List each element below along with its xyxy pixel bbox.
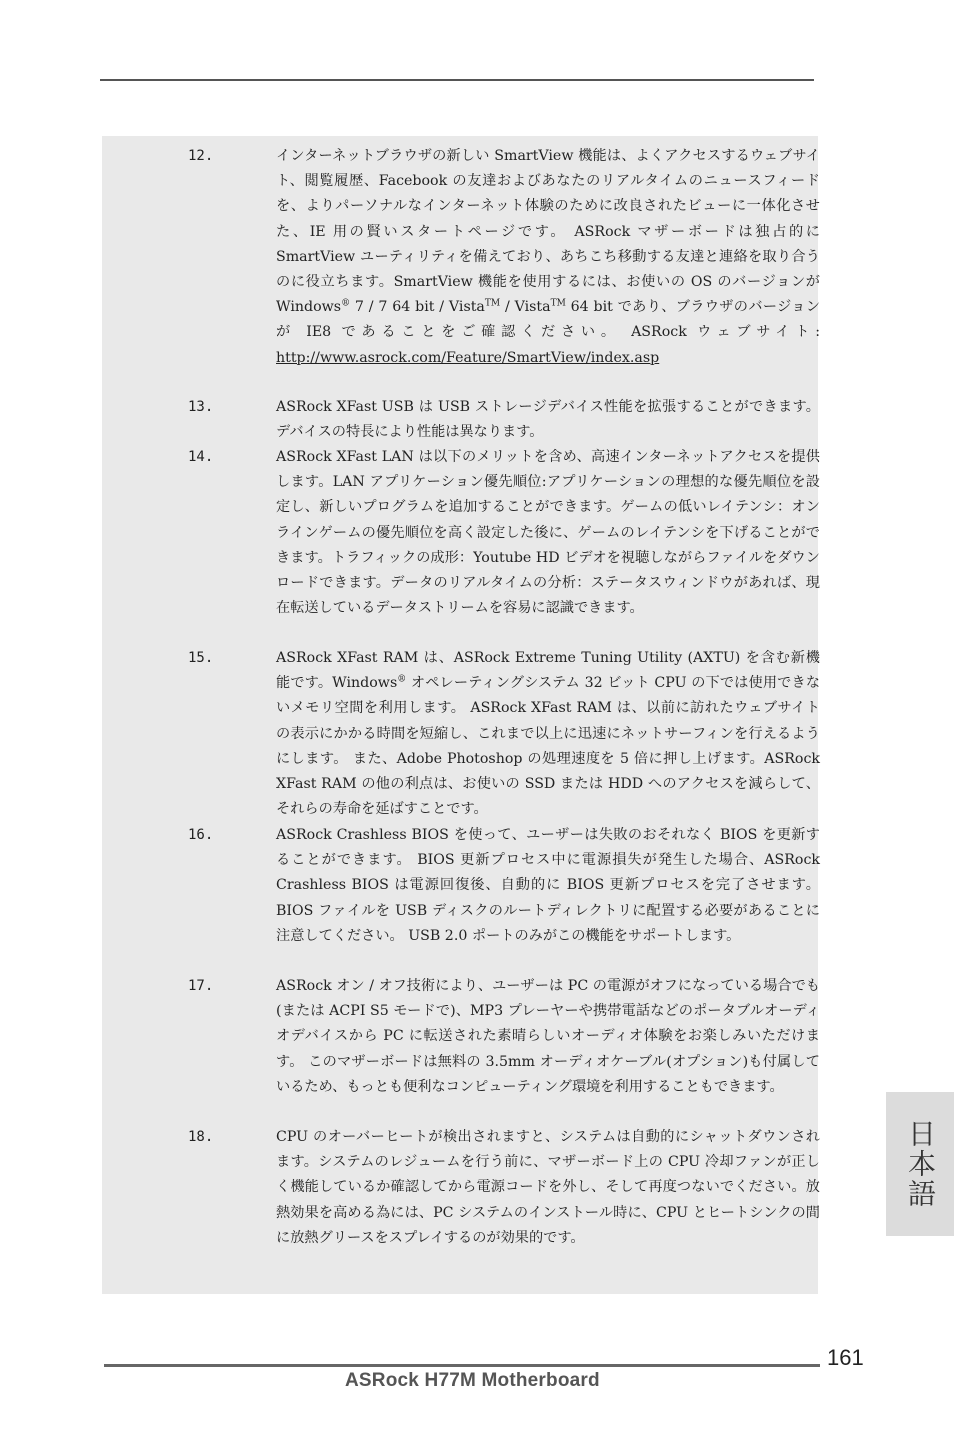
footer-title: ASRock H77M Motherboard (345, 1370, 600, 1391)
item-number: 17. (188, 978, 214, 994)
item-text: CPU のオーバーヒートが検出されますと、システムは自動的にシャットダウンされます。システムのレジュームを行う前に、マザーボード上の CPU 冷却ファンが正しく機能しているか確認してから電源コードを外し、そして再度つないでください。放熱効果を高める為には、PC システムのインストール時に、CPU とヒートシンクの間に放熱グリースをスプレイするのが効果的です。 (276, 1129, 820, 1246)
smartview-url-link[interactable]: http://www.asrock.com/Feature/SmartView/index.asp (276, 349, 660, 366)
item-text: ASRock オン / オフ技術により、ユーザーは PC の電源がオフになっている場合でも(または ACPI S5 モードで)、MP3 プレーヤーや携帯電話などのポータブルオーディオデバイスから PC に転送された素晴らしいオーディオ体験をお楽しみいただけます。 このマザーボードは無料の 3.5mm オーディオケーブル(オプション)も付属しているため、もっとも便利なコンピューティング環境を利用することもできます。 (276, 978, 820, 1095)
item-number: 12. (188, 148, 214, 164)
item-text: ASRock XFast LAN は以下のメリットを含め、高速インターネットアクセスを提供します。LAN アプリケーション優先順位:アプリケーションの理想的な優先順位を設定し、新しいプログラムを追加することができます。ゲームの低いレイテンシ：オンラインゲームの優先順位を高く設定した後に、ゲームのレイテンシを下げることができます。トラフィックの成形：Youtube HD ビデオを視聴しながらファイルをダウンロードできます。データのリアルタイムの分析：ステータスウィンドウがあれば、現在転送しているデータストリームを容易に認識できます。 (276, 449, 820, 617)
item-number: 14. (188, 449, 214, 465)
item-text: インターネットブラウザの新しい SmartView 機能は、よくアクセスするウェブサイト、閲覧履歴、Facebook の友達およびあなたのリアルタイムのニュースフィードを、よりパーソナルなインターネット体験のために改良されたビューに一体化させた、IE 用の賢いスタートページです。 ASRock マザーボードは独占的に SmartView ユーティリティを備えており、あちこち移動する友達と連絡を取り合うのに役立ちます。SmartView 機能を使用するには、お使いの OS のバージョンが Windows® 7 / 7 64 bit / Vista™ / Vista™ 64 bit であり、ブラウザのバージョンが IE8 であることをご確認ください。 ASRock ウェブサイト: http://www.asrock.com/Feature/SmartView/index.asp (276, 148, 821, 366)
language-label: 日本語 (904, 1119, 937, 1209)
language-tab (886, 1092, 954, 1236)
item-number: 18. (188, 1129, 214, 1145)
bottom-rule (104, 1364, 820, 1367)
item-number: 15. (188, 650, 214, 666)
item-number: 13. (188, 399, 214, 415)
item-text: ASRock Crashless BIOS を使って、ユーザーは失敗のおそれなく BIOS を更新することができます。 BIOS 更新プロセス中に電源損失が発生した場合、ASRock Crashless BIOS は電源回復後、自動的に BIOS 更新プロセスを完了させます。 BIOS ファイルを USB ディスクのルートディレクトリに配置する必要があることに注意してください。 USB 2.0 ポートのみがこの機能をサポートします。 (276, 827, 820, 944)
content-panel (102, 136, 821, 1294)
item-text: ASRock XFast RAM は、ASRock Extreme Tuning Utility (AXTU) を含む新機能です。Windows® オペレーティングシステム 32 ビット CPU の下では使用できないメモリ空間を利用します。 ASRock XFast RAM は、以前に訪れたウェブサイトの表示にかかる時間を短縮し、これまで以上に迅速にネットサーフィンを行えるようにします。 また、Adobe Photoshop の処理速度を 5 倍に押し上げます。ASRock XFast RAM の他の利点は、お使いの SSD または HDD へのアクセスを減らして、それらの寿命を延ばすことです。 (276, 650, 821, 818)
page-number: 161 (827, 1345, 864, 1370)
top-rule (100, 79, 814, 81)
item-number: 16. (188, 827, 214, 843)
item-text: ASRock XFast USB は USB ストレージデバイス性能を拡張することができます。デバイスの特長により性能は異なります。 (276, 399, 820, 441)
